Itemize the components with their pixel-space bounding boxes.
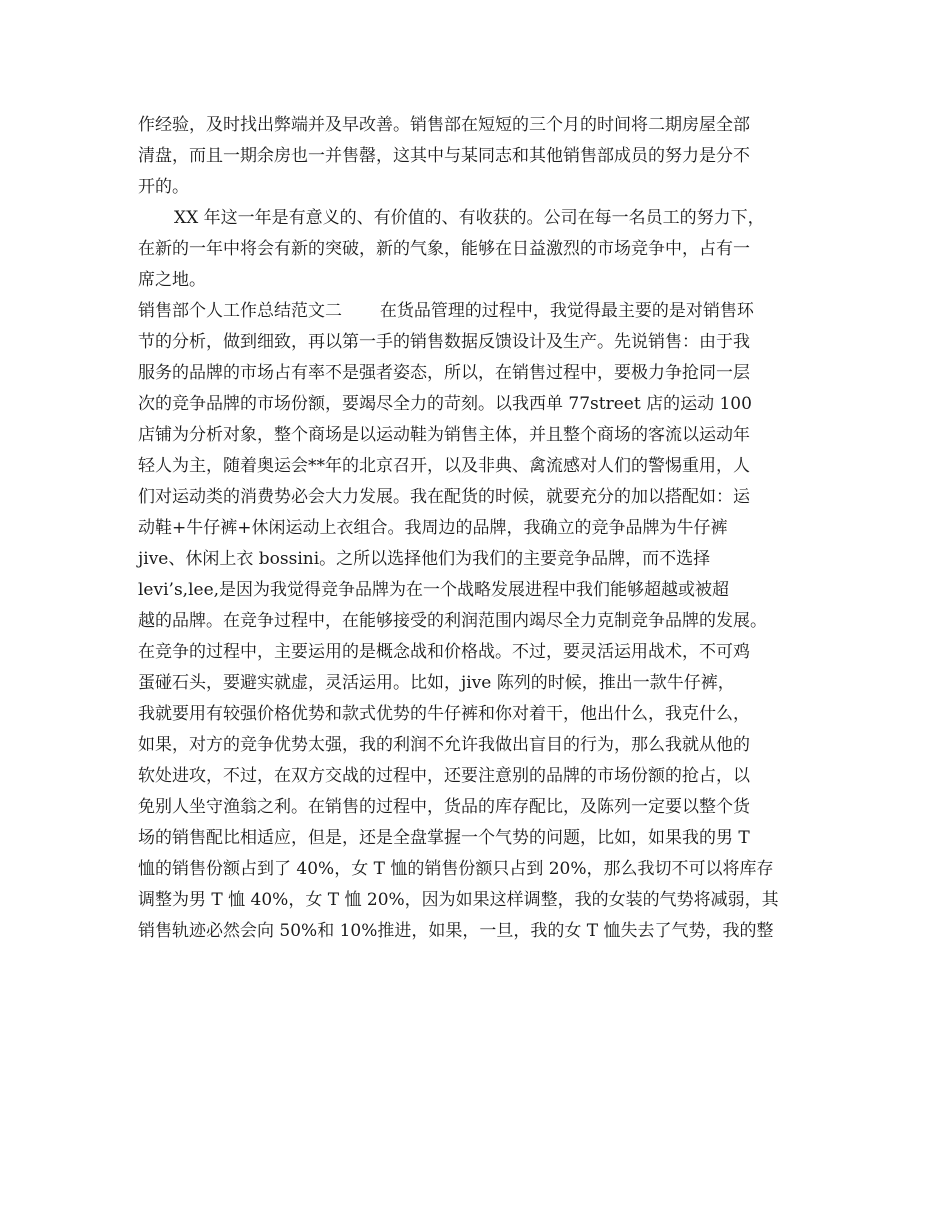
- text-line: 场的销售配比相适应，但是，还是全盘掌握一个气势的问题，比如，如果我的男 T: [138, 828, 750, 848]
- text-line: 动鞋+牛仔裤+休闲运动上衣组合。我周边的品牌，我确立的竞争品牌为牛仔裤: [138, 518, 728, 538]
- text-line: 们对运动类的消费势必会大力发展。我在配货的时候，就要充分的加以搭配如：运: [138, 487, 750, 507]
- text-line: 恤的销售份额占到了 40%，女 T 恤的销售份额只占到 20%，那么我切不可以将库存: [138, 859, 774, 879]
- text-line: 店铺为分析对象，整个商场是以运动鞋为销售主体，并且整个商场的客流以运动年: [138, 425, 750, 445]
- text-line: 销售轨迹必然会向 50%和 10%推进，如果，一旦，我的女 T 恤失去了气势，我的整: [138, 921, 774, 941]
- text-line: 清盘，而且一期余房也一并售罄，这其中与某同志和其他销售部成员的努力是分不: [138, 146, 750, 166]
- text-line: levi’s,lee,是因为我觉得竞争品牌为在一个战略发展进程中我们能够超越或被超: [138, 580, 730, 600]
- text-line: 我就要用有较强价格优势和款式优势的牛仔裤和你对着干，他出什么，我克什么，: [138, 704, 750, 724]
- text-line: 服务的品牌的市场占有率不是强者姿态，所以，在销售过程中，要极力争抢同一层: [138, 363, 750, 383]
- text-line: 调整为男 T 恤 40%，女 T 恤 20%，因为如果这样调整，我的女装的气势将减弱，其: [138, 890, 779, 910]
- section-heading-line: 销售部个人工作总结范文二 在货品管理的过程中，我觉得最主要的是对销售环: [138, 301, 754, 321]
- text-line: 在新的一年中将会有新的突破，新的气象，能够在日益激烈的市场竞争中，占有一: [138, 239, 750, 259]
- text-line: 轻人为主，随着奥运会**年的北京召开，以及非典、禽流感对人们的警惕重用，人: [138, 456, 750, 476]
- text-line: 蛋碰石头，要避实就虚，灵活运用。比如，jive 陈列的时候，推出一款牛仔裤，: [138, 673, 735, 693]
- text-line: 如果，对方的竞争优势太强，我的利润不允许我做出盲目的行为，那么我就从他的: [138, 735, 750, 755]
- text-line: 节的分析，做到细致，再以第一手的销售数据反馈设计及生产。先说销售：由于我: [138, 332, 750, 352]
- text-line: 席之地。: [138, 270, 206, 290]
- text-line: 越的品牌。在竞争过程中，在能够接受的利润范围内竭尽全力克制竞争品牌的发展。: [138, 611, 767, 631]
- text-line: 作经验，及时找出弊端并及早改善。销售部在短短的三个月的时间将二期房屋全部: [138, 115, 750, 135]
- text-line: 在竞争的过程中，主要运用的是概念战和价格战。不过，要灵活运用战术，不可鸡: [138, 642, 750, 662]
- text-line: 软处进攻，不过，在双方交战的过程中，还要注意别的品牌的市场份额的抢占，以: [138, 766, 750, 786]
- text-line: 次的竞争品牌的市场份额，要竭尽全力的苛刻。以我西单 77street 店的运动 100: [138, 394, 752, 414]
- text-line: jive、休闲上衣 bossini。之所以选择他们为我们的主要竞争品牌，而不选择: [138, 549, 711, 569]
- text-line: 开的。: [138, 177, 189, 197]
- document-body: [138, 110, 828, 947]
- text-line: 免别人坐守渔翁之利。在销售的过程中，货品的库存配比，及陈列一定要以整个货: [138, 797, 750, 817]
- paragraph-first-line: XX 年这一年是有意义的、有价值的、有收获的。公司在每一名员工的努力下，: [174, 208, 765, 228]
